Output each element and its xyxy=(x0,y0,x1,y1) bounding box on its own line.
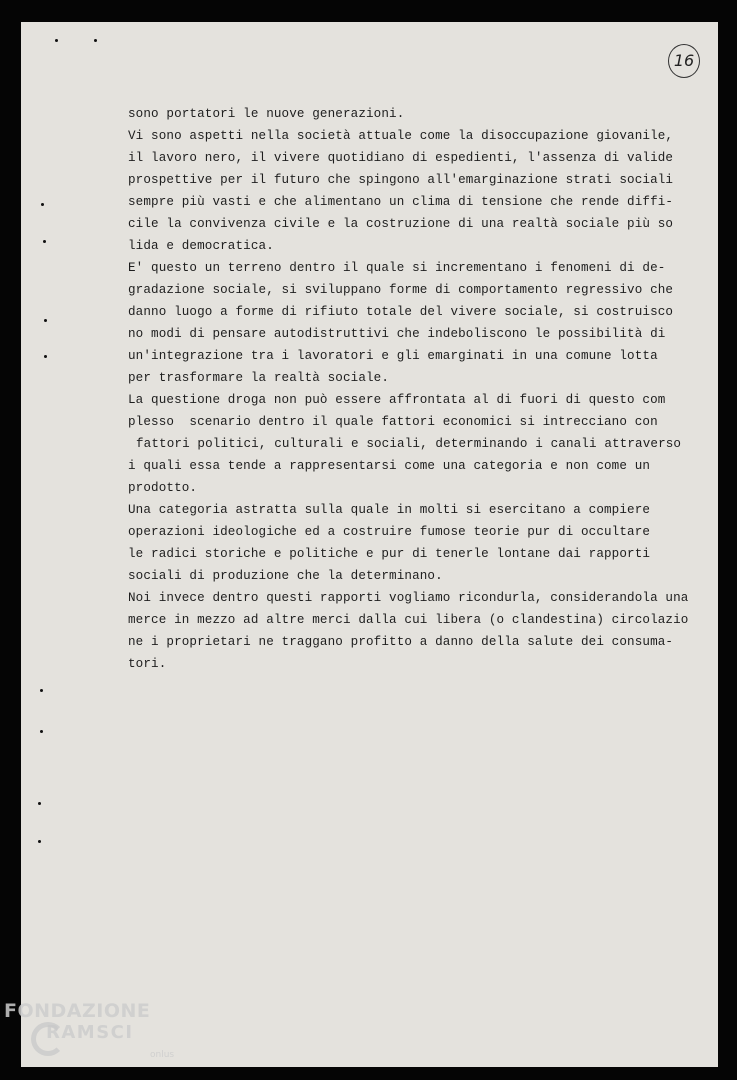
watermark-onlus: onlus xyxy=(150,1050,175,1060)
text-line: Una categoria astratta sulla quale in molti si esercitano a compiere xyxy=(128,503,651,517)
text-line: un'integrazione tra i lavoratori e gli emarginati in una comune lotta xyxy=(128,349,658,363)
text-line: plesso scenario dentro il quale fattori economici si intrecciano con xyxy=(128,415,658,429)
text-line: Noi invece dentro questi rapporti vogliamo ricondurla, considerandola una xyxy=(128,591,689,605)
text-line: prodotto. xyxy=(128,481,198,495)
punch-mark xyxy=(38,840,41,843)
punch-mark xyxy=(41,203,44,206)
text-line: il lavoro nero, il vivere quotidiano di espedienti, l'assenza di valide xyxy=(128,151,674,165)
fondazione-gramsci-watermark xyxy=(4,1000,184,1078)
punch-mark xyxy=(55,39,58,42)
body-text xyxy=(128,103,688,675)
document-page xyxy=(21,22,718,1067)
text-line: gradazione sociale, si sviluppano forme di comportamento regressivo che xyxy=(128,283,674,297)
watermark-subtitle: RAMSCI xyxy=(46,1022,134,1043)
punch-mark xyxy=(38,802,41,805)
text-line: tori. xyxy=(128,657,167,671)
text-line: prospettive per il futuro che spingono all'emarginazione strati sociali xyxy=(128,173,674,187)
punch-mark xyxy=(44,319,47,322)
text-line: cile la convivenza civile e la costruzione di una realtà sociale più so xyxy=(128,217,674,231)
text-line: ne i proprietari ne traggano profitto a danno della salute dei consuma- xyxy=(128,635,674,649)
page-number: 16 xyxy=(668,44,700,78)
text-line: E' questo un terreno dentro il quale si incrementano i fenomeni di de- xyxy=(128,261,666,275)
text-line: fattori politici, culturali e sociali, determinando i canali attraverso xyxy=(136,437,682,451)
text-line: i quali essa tende a rappresentarsi come una categoria e non come un xyxy=(128,459,651,473)
text-line: merce in mezzo ad altre merci dalla cui libera (o clandestina) circolazio xyxy=(128,613,689,627)
punch-mark xyxy=(44,355,47,358)
punch-mark xyxy=(40,730,43,733)
punch-mark xyxy=(40,689,43,692)
text-line: danno luogo a forme di rifiuto totale del vivere sociale, si costruisco xyxy=(128,305,674,319)
text-line: per trasformare la realtà sociale. xyxy=(128,371,390,385)
punch-mark xyxy=(43,240,46,243)
text-line: sempre più vasti e che alimentano un clima di tensione che rende diffi- xyxy=(128,195,674,209)
text-line: lida e democratica. xyxy=(128,239,274,253)
text-line: le radici storiche e politiche e pur di tenerle lontane dai rapporti xyxy=(128,547,651,561)
text-line: operazioni ideologiche ed a costruire fumose teorie pur di occultare xyxy=(128,525,651,539)
text-line: sociali di produzione che la determinano. xyxy=(128,569,443,583)
text-line: no modi di pensare autodistruttivi che indeboliscono le possibilità di xyxy=(128,327,666,341)
text-line: La questione droga non può essere affrontata al di fuori di questo com xyxy=(128,393,666,407)
watermark-title: FONDAZIONE xyxy=(4,1000,151,1022)
text-line: Vi sono aspetti nella società attuale come la disoccupazione giovanile, xyxy=(128,129,674,143)
punch-mark xyxy=(94,39,97,42)
gramsci-g-logo-icon xyxy=(31,1022,65,1056)
text-line: sono portatori le nuove generazioni. xyxy=(128,107,405,121)
